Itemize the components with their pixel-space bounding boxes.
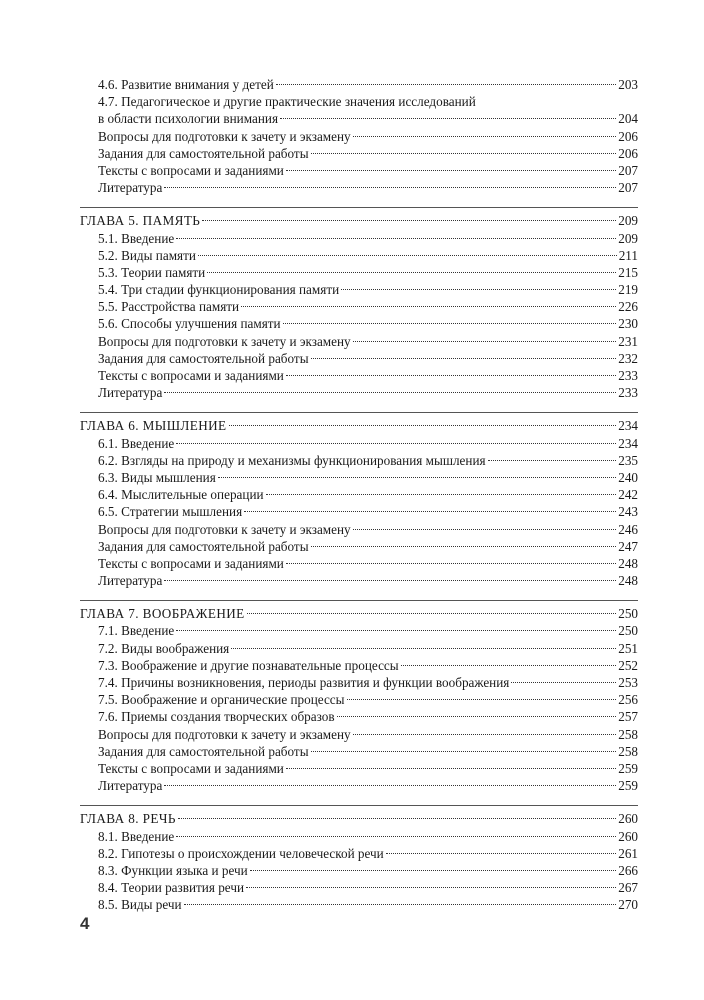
toc-entry-page: 248 [618, 573, 638, 589]
toc-entry-title: 8.5. Виды речи [98, 897, 182, 913]
dot-leader [286, 563, 616, 564]
toc-entry-title: 6.2. Взгляды на природу и механизмы функционирования мышления [98, 452, 486, 468]
toc-entry-page: 266 [618, 862, 638, 878]
toc-entry-title: Задания для самостоятельной работы [98, 743, 309, 759]
table-of-contents [80, 76, 638, 913]
toc-entry-page: 251 [618, 640, 638, 656]
toc-entry [80, 777, 638, 794]
toc-entry [80, 350, 638, 367]
toc-entry [80, 726, 638, 743]
toc-chapter [80, 810, 638, 827]
toc-entry-title-line1: 4.7. Педагогическое и другие практические значения исследований [98, 94, 476, 110]
toc-entry [80, 828, 638, 845]
toc-entry-title: 5.6. Способы улучшения памяти [98, 316, 281, 332]
toc-entry [80, 572, 638, 589]
toc-entry-title: 7.2. Виды воображения [98, 640, 230, 656]
toc-entry [80, 622, 638, 639]
toc-entry-title: 8.4. Теории развития речи [98, 880, 245, 896]
chapter-divider [80, 805, 638, 806]
dot-leader [311, 546, 617, 547]
toc-entry [80, 162, 638, 179]
toc-entry-page: 233 [618, 368, 638, 383]
dot-leader [311, 153, 617, 154]
toc-entry-title: 6.5. Стратегии мышления [98, 504, 243, 520]
toc-entry-title: ГЛАВА 6. МЫШЛЕНИЕ [80, 418, 227, 434]
toc-entry-title: Задания для самостоятельной работы [98, 538, 309, 554]
toc-entry-page: 235 [618, 452, 638, 468]
toc-entry [80, 247, 638, 264]
toc-entry-title: Литература [98, 180, 163, 196]
toc-entry-page: 257 [618, 709, 638, 725]
toc-entry [80, 640, 638, 657]
dot-leader [176, 443, 616, 444]
toc-entry-title: 5.2. Виды памяти [98, 247, 196, 263]
dot-leader [280, 118, 616, 119]
toc-entry [80, 384, 638, 401]
toc-entry-page: 219 [618, 282, 638, 298]
toc-entry-page: 232 [618, 350, 638, 366]
toc-entry [80, 674, 638, 691]
toc-chapter [80, 212, 638, 229]
toc-entry-title: ГЛАВА 5. ПАМЯТЬ [80, 213, 201, 229]
dot-leader [246, 887, 616, 888]
toc-entry-page: 209 [618, 213, 638, 229]
toc-entry [80, 555, 638, 572]
dot-leader [207, 272, 616, 273]
toc-entry [80, 879, 638, 896]
toc-entry [80, 503, 638, 520]
toc-entry-title: 7.4. Причины возникновения, периоды развития и функции воображения [98, 675, 510, 690]
dot-leader [241, 306, 616, 307]
toc-entry [80, 691, 638, 708]
toc-entry-page: 260 [618, 811, 638, 827]
toc-entry [80, 128, 638, 145]
dot-leader [164, 785, 616, 786]
toc-entry-title: 8.3. Функции языка и речи [98, 862, 248, 878]
dot-leader [286, 375, 616, 376]
toc-entry-page: 260 [618, 828, 638, 844]
toc-entry-title: Вопросы для подготовки к зачету и экзамену [98, 128, 351, 144]
toc-entry-title: ГЛАВА 7. ВООБРАЖЕНИЕ [80, 606, 245, 622]
toc-entry-page: 230 [618, 316, 638, 332]
toc-entry [80, 110, 638, 127]
dot-leader [164, 580, 616, 581]
toc-entry [80, 230, 638, 247]
toc-entry [80, 298, 638, 315]
chapter-divider [80, 412, 638, 413]
toc-entry-page: 206 [618, 145, 638, 161]
toc-entry [80, 657, 638, 674]
dot-leader [286, 768, 616, 769]
toc-entry-title: 5.5. Расстройства памяти [98, 299, 240, 315]
toc-entry-title: Вопросы для подготовки к зачету и экзамену [98, 521, 351, 537]
toc-entry [80, 760, 638, 777]
toc-entry [80, 315, 638, 332]
dot-leader [341, 289, 616, 290]
toc-entry-page: 240 [618, 469, 638, 485]
toc-entry-title: 5.1. Введение [98, 230, 175, 246]
toc-entry-page: 211 [618, 247, 638, 263]
toc-entry [80, 179, 638, 196]
toc-entry-page: 270 [618, 897, 638, 913]
toc-entry-title: 5.3. Теории памяти [98, 264, 206, 280]
toc-entry [80, 708, 638, 725]
dot-leader [250, 870, 617, 871]
toc-entry-page: 234 [618, 435, 638, 451]
toc-chapter [80, 417, 638, 434]
toc-entry-title: 6.4. Мыслительные операции [98, 487, 264, 503]
toc-entry-page: 250 [618, 606, 638, 622]
toc-entry-page: 248 [618, 555, 638, 571]
toc-entry [80, 281, 638, 298]
toc-entry-title: Тексты с вопросами и заданиями [98, 555, 284, 571]
dot-leader [353, 734, 617, 735]
toc-entry [80, 435, 638, 452]
dot-leader [202, 220, 616, 221]
toc-entry-page: 246 [618, 521, 638, 537]
toc-entry [80, 469, 638, 486]
toc-entry-page: 247 [618, 538, 638, 554]
dot-leader [176, 836, 616, 837]
toc-entry-page: 233 [618, 385, 638, 401]
toc-entry-title: Вопросы для подготовки к зачету и экзамену [98, 333, 351, 349]
toc-entry-page: 242 [618, 487, 638, 503]
toc-entry [80, 845, 638, 862]
toc-entry-title: 7.1. Введение [98, 623, 175, 639]
dot-leader [401, 665, 617, 666]
toc-entry-title: 8.2. Гипотезы о происхождении человеческой речи [98, 845, 384, 861]
toc-chapter [80, 605, 638, 622]
toc-entry-title: 6.3. Виды мышления [98, 469, 216, 485]
toc-entry [80, 452, 638, 469]
toc-entry-title: Литература [98, 573, 163, 589]
toc-entry [80, 743, 638, 760]
toc-entry [80, 76, 638, 93]
toc-entry [80, 145, 638, 162]
toc-entry-page: 204 [618, 111, 638, 127]
toc-entry-title: Тексты с вопросами и заданиями [98, 760, 284, 776]
toc-entry-page: 259 [618, 760, 638, 776]
dot-leader [218, 477, 616, 478]
dot-leader [198, 255, 617, 256]
page-number: 4 [80, 914, 90, 933]
toc-entry [80, 367, 638, 384]
toc-entry-page: 259 [618, 778, 638, 794]
toc-entry-title: 4.6. Развитие внимания у детей [98, 77, 274, 92]
dot-leader [311, 358, 617, 359]
dot-leader [164, 392, 616, 393]
toc-entry [80, 521, 638, 538]
toc-entry-page: 234 [618, 418, 638, 434]
toc-entry-page: 206 [618, 128, 638, 144]
toc-entry-page: 231 [618, 333, 638, 349]
toc-entry [80, 538, 638, 555]
dot-leader [229, 425, 617, 426]
dot-leader [283, 323, 617, 324]
toc-entry-page: 258 [618, 726, 638, 742]
toc-entry-title: Литература [98, 385, 163, 401]
dot-leader [353, 529, 617, 530]
dot-leader [488, 460, 617, 461]
dot-leader [247, 613, 617, 614]
toc-entry-title: 7.6. Приемы создания творческих образов [98, 709, 335, 725]
toc-entry-title: Литература [98, 778, 163, 794]
toc-entry-page: 207 [618, 162, 638, 178]
toc-entry-title: Вопросы для подготовки к зачету и экзамену [98, 726, 351, 742]
dot-leader [311, 751, 617, 752]
dot-leader [164, 187, 616, 188]
toc-entry-page: 243 [618, 504, 638, 520]
dot-leader [337, 716, 617, 717]
chapter-divider [80, 207, 638, 208]
toc-entry-title: 8.1. Введение [98, 828, 175, 844]
dot-leader [286, 170, 616, 171]
toc-entry-title: в области психологии внимания [98, 111, 279, 127]
toc-entry-title: 7.5. Воображение и органические процессы [98, 692, 345, 708]
toc-entry-page: 256 [618, 692, 638, 708]
toc-entry-page: 209 [618, 230, 638, 246]
dot-leader [178, 818, 616, 819]
dot-leader [244, 511, 616, 512]
dot-leader [276, 84, 616, 85]
toc-entry [80, 862, 638, 879]
toc-entry-page: 267 [618, 880, 638, 896]
toc-entry-title: Задания для самостоятельной работы [98, 145, 309, 161]
dot-leader [353, 136, 617, 137]
toc-entry-page: 203 [618, 77, 638, 92]
toc-entry-page: 261 [618, 845, 638, 861]
dot-leader [176, 630, 616, 631]
toc-entry-title: 7.3. Воображение и другие познавательные процессы [98, 657, 399, 673]
dot-leader [231, 648, 616, 649]
toc-entry-page: 253 [618, 675, 638, 690]
dot-leader [511, 682, 616, 683]
toc-entry-title: Тексты с вопросами и заданиями [98, 368, 284, 383]
toc-entry-page: 258 [618, 743, 638, 759]
dot-leader [347, 699, 617, 700]
dot-leader [176, 238, 616, 239]
toc-entry-page: 226 [618, 299, 638, 315]
toc-entry-title: ГЛАВА 8. РЕЧЬ [80, 811, 176, 827]
dot-leader [386, 853, 616, 854]
toc-entry-page: 252 [618, 657, 638, 673]
dot-leader [353, 341, 617, 342]
toc-entry-page: 250 [618, 623, 638, 639]
toc-entry-title: 6.1. Введение [98, 435, 175, 451]
dot-leader [184, 904, 617, 905]
toc-entry-page: 215 [618, 264, 638, 280]
toc-entry-title: Задания для самостоятельной работы [98, 350, 309, 366]
dot-leader [266, 494, 617, 495]
chapter-divider [80, 600, 638, 601]
toc-entry-page: 207 [618, 180, 638, 196]
toc-entry [80, 896, 638, 913]
toc-entry-title: 5.4. Три стадии функционирования памяти [98, 282, 340, 298]
toc-entry [80, 333, 638, 350]
toc-entry [80, 264, 638, 281]
toc-entry [80, 486, 638, 503]
toc-entry-title: Тексты с вопросами и заданиями [98, 162, 284, 178]
